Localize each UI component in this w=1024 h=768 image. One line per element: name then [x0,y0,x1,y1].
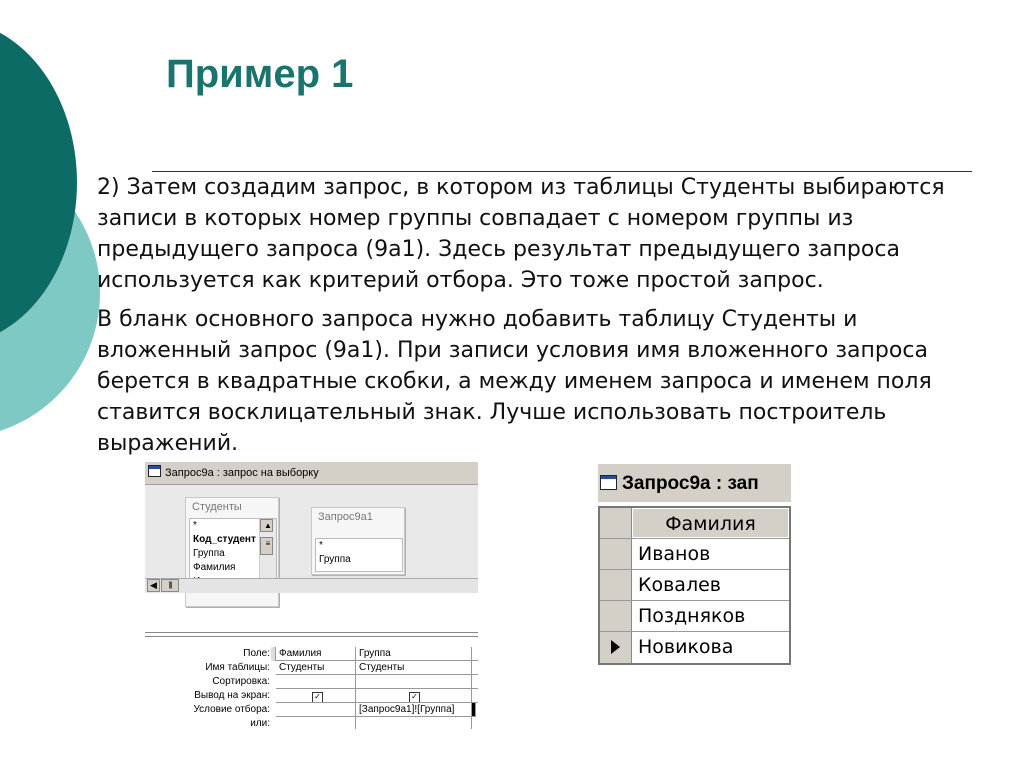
table-pane [145,485,478,578]
scroll-left-icon[interactable]: ◀ [147,579,160,592]
field-item[interactable]: Группа [319,554,351,565]
grid-cell[interactable] [276,703,356,717]
grid-cell[interactable] [472,647,478,661]
record-selector[interactable] [600,539,632,569]
table-box-query9a1-title: Запрос9а1 [318,511,373,523]
table-cell[interactable]: Ковалев [638,574,721,596]
record-selector[interactable] [600,632,632,663]
grid-cell [356,689,472,703]
body-paragraph-1: 2) Затем создадим запрос, в котором из таблицы Студенты выбираются записи в которых номер группы совпадает с номером группы из предыдущего запроса (9а1). Здесь результат предыдущего запроса используется как критерий отбора. Это тоже простой запрос. [97,175,945,293]
query-window-titlebar[interactable] [145,462,478,485]
field-item[interactable]: Группа [193,548,225,559]
query-window-title: Запрос9а : запрос на выборку [165,467,319,479]
grid-row-or [145,717,478,729]
query-design-window [145,462,478,729]
record-selector[interactable] [600,570,632,600]
query-design-grid [145,647,478,729]
grid-row-show [145,689,478,703]
datasheet-window-icon [600,475,617,490]
grid-row-label: Сортировка: [212,676,270,687]
result-window-titlebar[interactable] [598,464,791,502]
field-item[interactable]: * [193,520,197,531]
grid-cell[interactable] [356,675,472,689]
grid-cell [276,689,356,703]
field-item[interactable]: Код_студент [193,534,256,545]
table-cell[interactable]: Поздняков [638,605,746,627]
body-paragraph-2: В бланк основного запроса нужно добавить таблицу Студенты и вложенный запрос (9а1). При записи условия имя вложенного запроса берется в квадратные скобки, а между именем запроса и именем поля ставится восклицательный знак. Лучше использовать построитель выражений. [97,307,932,456]
grid-cell[interactable] [472,689,478,703]
table-box-query9a1-fields [315,538,403,572]
result-window-title: Запрос9а : зап [622,473,759,494]
table-box-query9a1[interactable] [311,507,405,575]
datasheet-header-row [600,508,789,539]
grid-cell[interactable] [276,675,356,689]
grid-cell[interactable] [276,717,356,729]
grid-cell[interactable]: Фамилия [276,647,356,661]
table-cell[interactable]: Иванов [638,543,711,565]
hscroll-thumb[interactable]: ||| [161,579,179,592]
record-selector[interactable] [600,601,632,631]
grid-cell[interactable] [472,675,478,689]
grid-cell[interactable] [472,661,478,675]
field-item[interactable]: Фамилия [193,562,236,573]
current-record-icon [611,640,620,654]
grid-row-table [145,661,478,675]
show-checkbox[interactable]: ✓ [409,692,420,703]
pane-splitter[interactable] [145,632,478,637]
table-cell[interactable]: Новикова [638,636,734,658]
datasheet-window-icon [148,465,161,477]
table-box-students-title: Студенты [192,501,242,513]
grid-cell[interactable]: Студенты [356,661,472,675]
table-pane-hscrollbar[interactable] [145,578,478,593]
grid-row-sort [145,675,478,689]
grid-cell[interactable] [356,717,472,729]
column-header[interactable]: Фамилия [632,508,789,538]
table-row[interactable] [600,539,789,570]
table-row[interactable] [600,601,789,632]
scroll-thumb[interactable]: ≡ [260,537,273,555]
result-datasheet [598,506,791,665]
slide-title: Пример 1 [166,52,354,96]
table-row[interactable] [600,570,789,601]
grid-cell[interactable]: Группа [356,647,472,661]
field-item[interactable]: * [319,540,323,551]
grid-row-label: Поле: [243,648,270,659]
query-result-window [598,464,791,665]
grid-cell[interactable]: Студенты [276,661,356,675]
show-checkbox[interactable]: ✓ [312,692,323,703]
table-row[interactable] [600,632,789,663]
select-all-corner[interactable] [600,508,632,538]
grid-row-criteria [145,703,478,717]
grid-row-label: Имя таблицы: [205,662,270,673]
grid-row-label: или: [250,718,270,729]
grid-row-field [145,647,478,661]
scroll-up-icon[interactable]: ▲ [260,519,273,532]
slide-body [97,172,997,459]
grid-row-label: Условие отбора: [193,704,270,715]
criteria-cell[interactable]: [Запрос9а1]![Группа] [356,703,472,717]
text-cursor [472,703,476,717]
grid-row-label: Вывод на экран: [194,690,270,701]
